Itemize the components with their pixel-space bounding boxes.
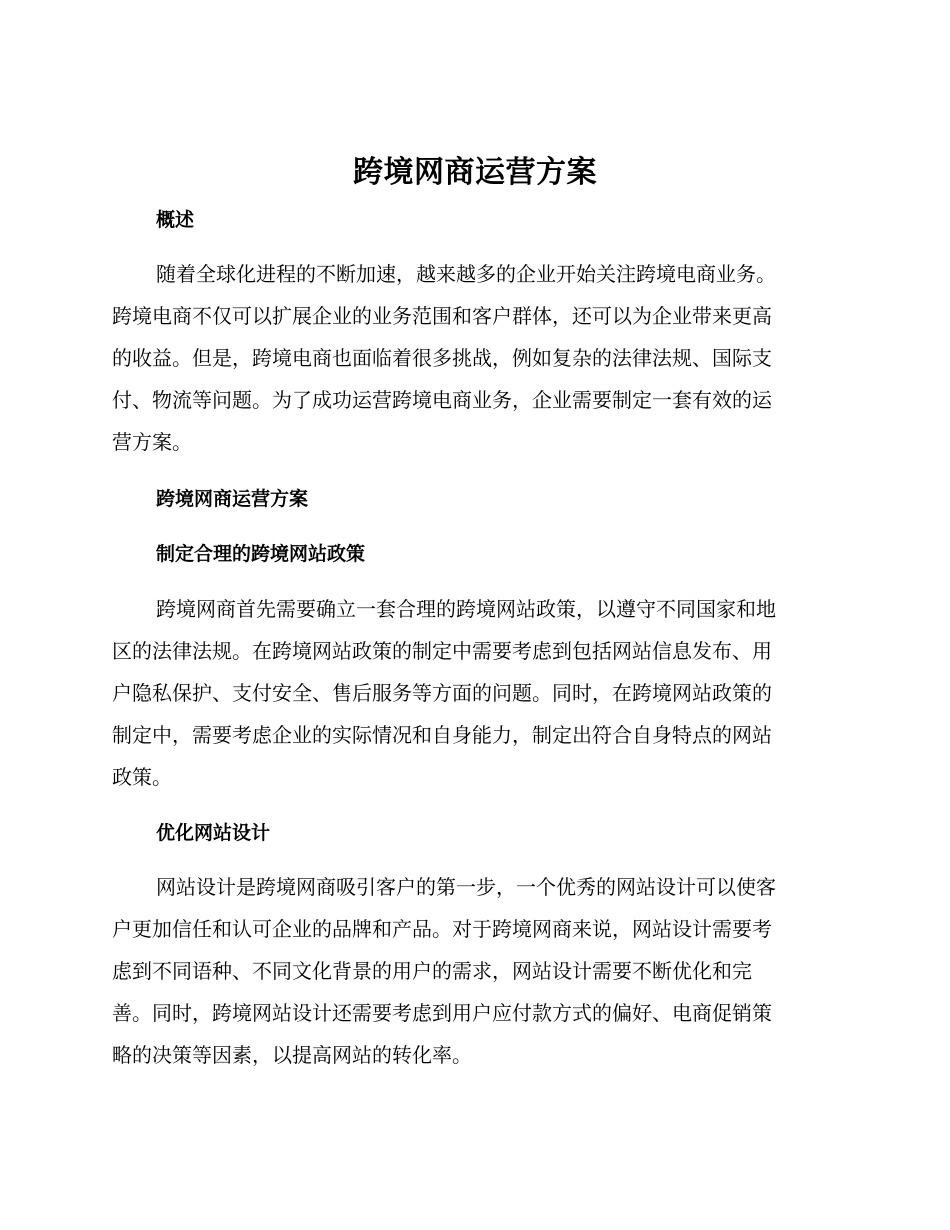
section-heading-overview: 概述: [156, 209, 195, 231]
paragraph-line: 区的法律法规。在跨境网站政策的制定中需要考虑到包括网站信息发布、用: [112, 639, 772, 663]
paragraph-line: 略的决策等因素，以提高网站的转化率。: [112, 1043, 472, 1067]
paragraph-line: 随着全球化进程的不断加速，越来越多的企业开始关注跨境电商业务。: [156, 262, 776, 286]
paragraph-line: 跨境网商首先需要确立一套合理的跨境网站政策，以遵守不同国家和地: [156, 597, 776, 621]
paragraph-line: 虑到不同语种、不同文化背景的用户的需求，网站设计需要不断优化和完: [112, 959, 752, 983]
paragraph-line: 政策。: [112, 765, 172, 789]
paragraph-line: 网站设计是跨境网商吸引客户的第一步，一个优秀的网站设计可以使客: [156, 875, 776, 899]
paragraph-line: 制定中，需要考虑企业的实际情况和自身能力，制定出符合自身特点的网站: [112, 723, 772, 747]
section-heading-plan: 跨境网商运营方案: [156, 488, 309, 510]
paragraph-line: 善。同时，跨境网站设计还需要考虑到用户应付款方式的偏好、电商促销策: [112, 1001, 772, 1025]
paragraph-line: 的收益。但是，跨境电商也面临着很多挑战，例如复杂的法律法规、国际支: [112, 346, 772, 370]
paragraph-line: 户更加信任和认可企业的品牌和产品。对于跨境网商来说，网站设计需要考: [112, 917, 772, 941]
paragraph-line: 户隐私保护、支付安全、售后服务等方面的问题。同时，在跨境网站政策的: [112, 681, 772, 705]
paragraph-line: 营方案。: [112, 430, 192, 454]
paragraph-site-policy: [112, 588, 832, 798]
section-heading-site-policy: 制定合理的跨境网站政策: [156, 543, 366, 565]
paragraph-line: 付、物流等问题。为了成功运营跨境电商业务，企业需要制定一套有效的运: [112, 388, 772, 412]
paragraph-overview: [112, 253, 832, 463]
paragraph-line: 跨境电商不仅可以扩展企业的业务范围和客户群体，还可以为企业带来更高: [112, 304, 772, 328]
document-title: 跨境网商运营方案: [353, 155, 597, 190]
paragraph-site-design: [112, 866, 832, 1076]
section-heading-site-design: 优化网站设计: [156, 822, 271, 844]
